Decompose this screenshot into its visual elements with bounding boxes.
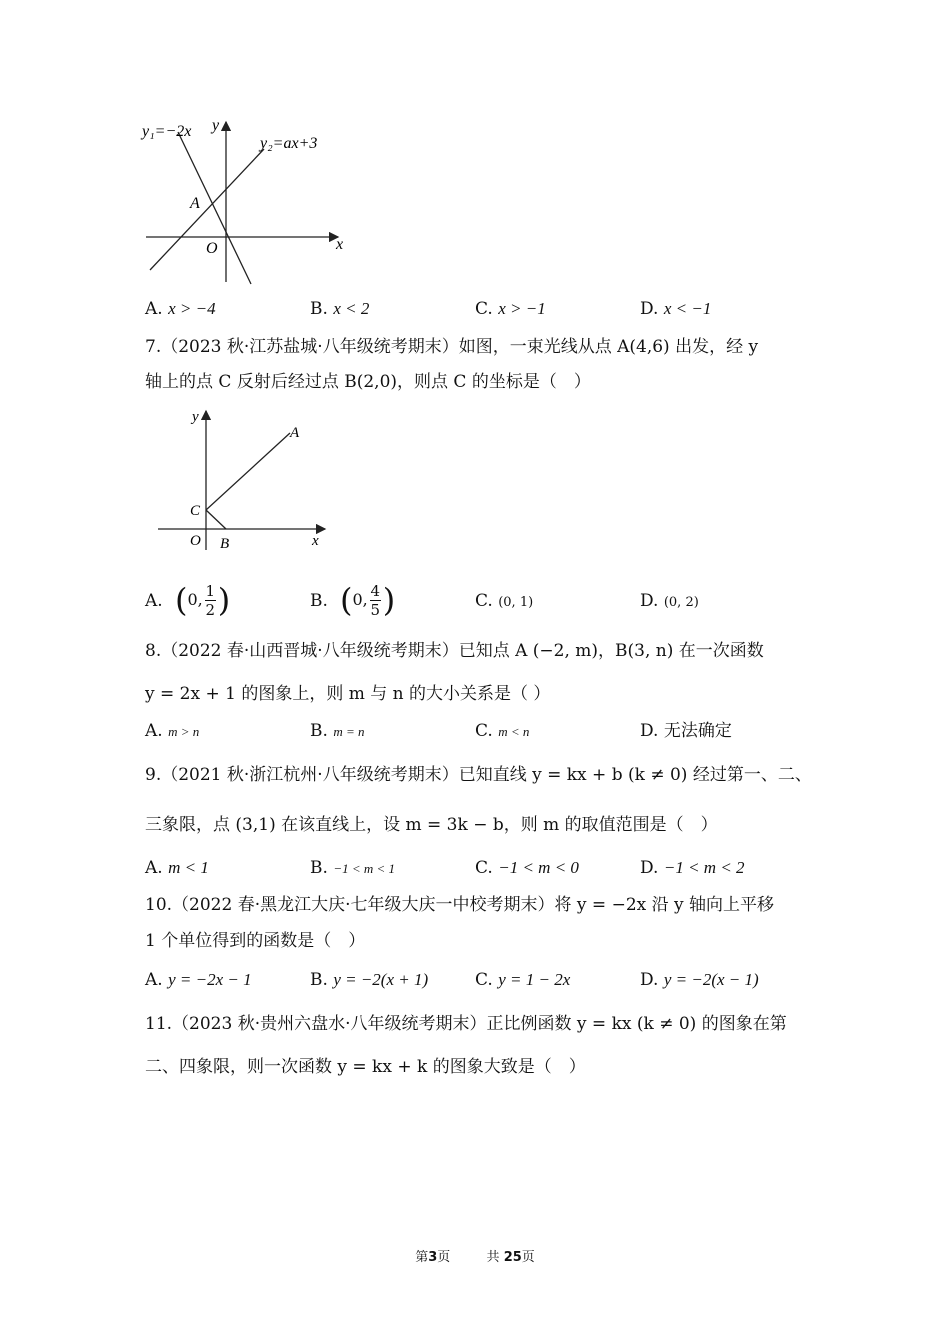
- q8-option-a: m > n: [168, 724, 200, 739]
- q8-options: [145, 719, 805, 743]
- q9-option-d-letter: D.: [640, 858, 659, 878]
- page-footer: [0, 1246, 950, 1265]
- point-b-label: B: [220, 536, 230, 552]
- q8-option-b: m = n: [333, 724, 365, 739]
- y-axis-label: y: [212, 117, 220, 134]
- q7-option-d-letter: D.: [640, 591, 659, 611]
- q6-option-d-letter: D.: [640, 299, 659, 319]
- q9-option-b: −1 < m < 1: [333, 861, 396, 876]
- q7-option-a-letter: A.: [145, 591, 163, 611]
- q9-option-a-letter: A.: [145, 858, 163, 878]
- q8-option-c: m < n: [498, 724, 530, 739]
- point-c-label: C: [190, 503, 201, 519]
- q9-option-c: −1 < m < 0: [498, 858, 579, 877]
- y2-label: y₂=ax+3: [260, 135, 318, 152]
- origin-label: O: [206, 240, 218, 257]
- q7-option-a: ( 0, 1 2 ): [175, 581, 231, 619]
- q7-line-1: 7.（2023 秋·江苏盐城·八年级统考期末）如图，一束光线从点 A(4,6) 出发，经 y: [145, 337, 759, 357]
- q6-options: [145, 297, 805, 321]
- q7-option-b-letter: B.: [310, 591, 328, 611]
- q9-option-d: −1 < m < 2: [663, 858, 745, 877]
- page-number: 第3页: [415, 1250, 451, 1265]
- q10-option-c: y = 1 − 2x: [498, 970, 571, 989]
- page-total: 共 25页: [486, 1250, 535, 1265]
- q10-option-a: y = −2x − 1: [168, 970, 252, 989]
- q6-option-b: x < 2: [333, 299, 370, 318]
- q8-option-a-letter: A.: [145, 721, 163, 741]
- q6-option-a-letter: A.: [145, 299, 163, 319]
- ray-c-to-b: [206, 510, 226, 529]
- q6-option-d: x < −1: [663, 299, 712, 318]
- line-y1: [178, 132, 251, 284]
- q7-option-d: (0, 2): [663, 595, 699, 610]
- figure-q6-graph: [138, 112, 358, 292]
- q10-option-c-letter: C.: [475, 970, 493, 990]
- origin-label: O: [190, 533, 201, 549]
- q10-line-2: 1 个单位得到的函数是（ ）: [145, 931, 366, 951]
- ray-c-to-a: [206, 433, 290, 510]
- point-a-label: A: [290, 425, 300, 441]
- q8-option-d-letter: D.: [640, 721, 659, 741]
- x-axis-label: x: [336, 236, 344, 253]
- q7-option-c-letter: C.: [475, 591, 493, 611]
- point-a-label: A: [190, 195, 200, 212]
- q8-line-1: 8.（2022 春·山西晋城·八年级统考期末）已知点 A (−2, m)，B(3, n) 在一次函数: [145, 641, 764, 661]
- q8-line-2: y = 2x + 1 的图象上，则 m 与 n 的大小关系是（ ）: [145, 684, 551, 704]
- q9-option-a: m < 1: [168, 858, 209, 877]
- y1-label: y₁=−2x: [142, 123, 192, 140]
- q11-line-2: 二、四象限，则一次函数 y = kx + k 的图象大致是（ ）: [145, 1057, 586, 1077]
- figure-q7-graph: [150, 405, 340, 555]
- q10-option-d-letter: D.: [640, 970, 659, 990]
- q10-option-b-letter: B.: [310, 970, 328, 990]
- q9-option-c-letter: C.: [475, 858, 493, 878]
- x-axis-label: x: [312, 533, 319, 549]
- q6-option-b-letter: B.: [310, 299, 328, 319]
- q7-option-c: (0, 1): [498, 595, 534, 610]
- q11-line-1: 11.（2023 秋·贵州六盘水·八年级统考期末）正比例函数 y = kx (k ≠ 0) 的图象在第: [145, 1014, 787, 1034]
- q6-option-c-letter: C.: [475, 299, 493, 319]
- q10-options: [145, 968, 805, 992]
- q10-option-d: y = −2(x − 1): [663, 970, 759, 989]
- q10-option-b: y = −2(x + 1): [333, 970, 429, 989]
- q6-option-c: x > −1: [498, 299, 546, 318]
- q10-line-1: 10.（2022 春·黑龙江大庆·七年级大庆一中校考期末）将 y = −2x 沿 y 轴向上平移: [145, 895, 775, 915]
- q9-line-2: 三象限，点 (3,1) 在该直线上，设 m = 3k − b，则 m 的取值范围是（ ）: [145, 815, 718, 835]
- q8-option-b-letter: B.: [310, 721, 328, 741]
- q9-options: [145, 856, 805, 880]
- y-axis-label: y: [192, 409, 199, 425]
- q8-option-d: 无法确定: [663, 721, 732, 741]
- q7-options: [145, 578, 805, 624]
- q7-option-b: ( 0, 4 5 ): [340, 581, 396, 619]
- q6-option-a: x > −4: [168, 299, 216, 318]
- q10-option-a-letter: A.: [145, 970, 163, 990]
- q9-option-b-letter: B.: [310, 858, 328, 878]
- q9-line-1: 9.（2021 秋·浙江杭州·八年级统考期末）已知直线 y = kx + b (k ≠ 0) 经过第一、二、: [145, 765, 812, 785]
- q8-option-c-letter: C.: [475, 721, 493, 741]
- q7-line-2: 轴上的点 C 反射后经过点 B(2,0)，则点 C 的坐标是（ ）: [145, 372, 591, 392]
